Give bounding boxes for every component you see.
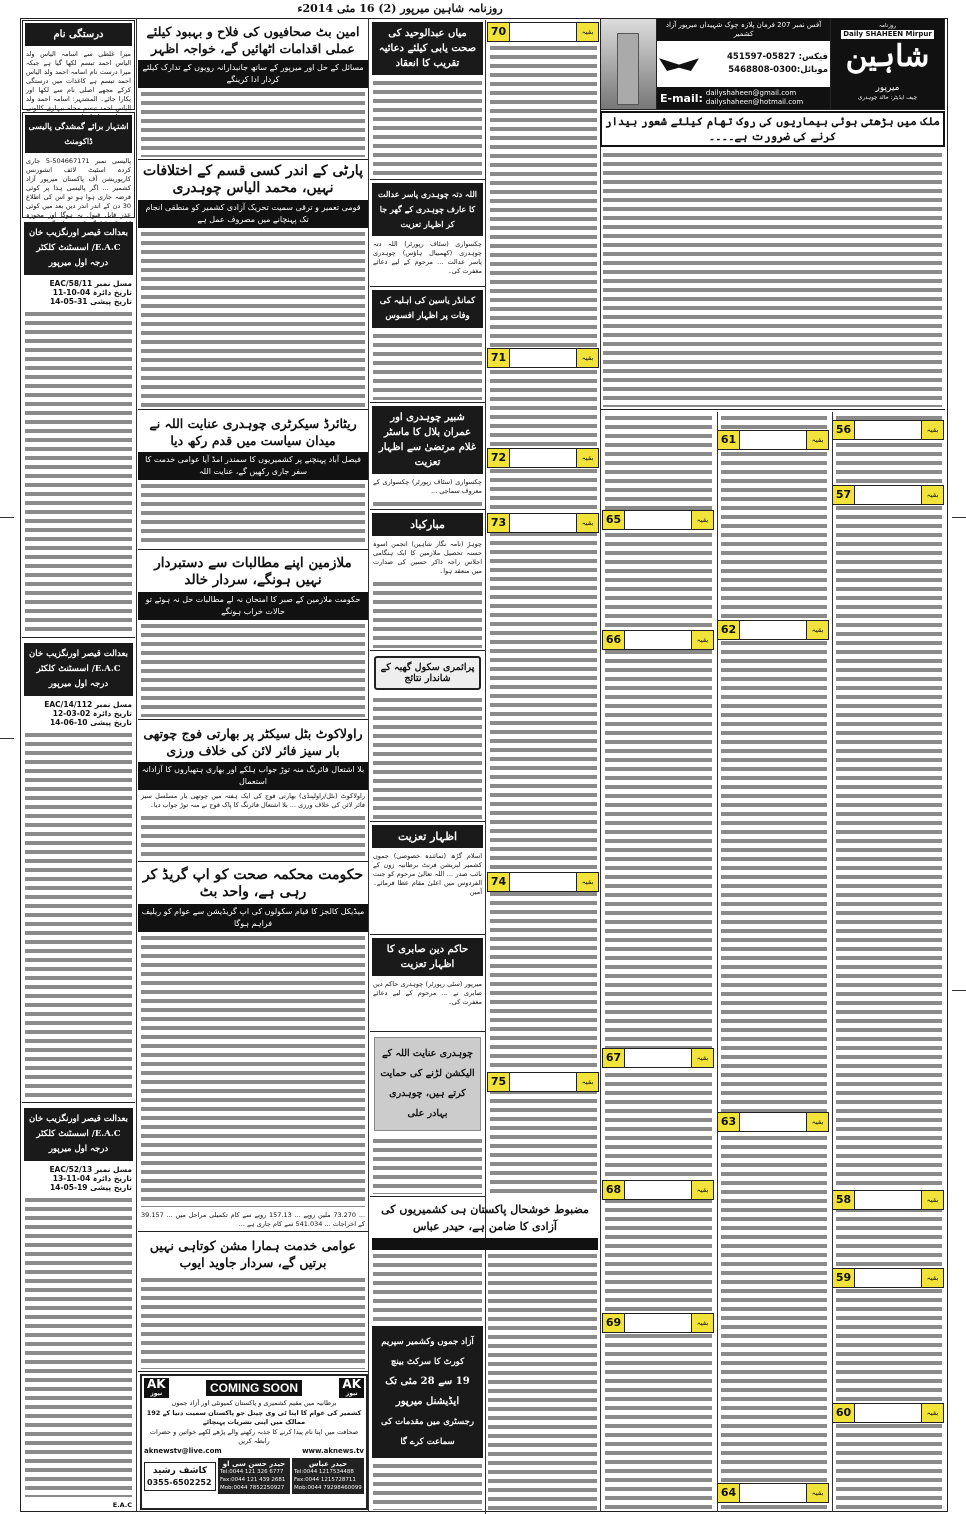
- story-body: [141, 482, 365, 547]
- continuation-number: 57: [833, 486, 855, 504]
- wide-story: [370, 1198, 600, 1512]
- continuation-number: 58: [833, 1191, 855, 1209]
- story-body: [488, 1252, 597, 1510]
- continuation-blank: [740, 1484, 806, 1502]
- coming-soon-banner: COMING SOON: [206, 1380, 302, 1396]
- continuation-number: 68: [603, 1181, 625, 1199]
- story-headline: ملازمین اپنے مطالبات سے دستبردار نہیں ہونگے، سردار خالد: [154, 555, 352, 588]
- continuation-blank: [510, 1073, 576, 1091]
- brief-headline: حاکم دین صابری کا اظہار تعزیت: [372, 938, 483, 976]
- continuation-box: [487, 348, 599, 368]
- continuation-blank: [625, 1049, 691, 1067]
- continuation-label: بقیہ: [576, 449, 598, 467]
- continuation-label: بقیہ: [576, 514, 598, 532]
- notice-text: [25, 310, 132, 635]
- brief-story: [370, 511, 485, 651]
- continuation-blank: [510, 349, 576, 367]
- fax-number: 05827-451597: [727, 52, 796, 62]
- hearing-date: تاریخ پیشی 31-05-14: [49, 297, 132, 306]
- continuation-number: 59: [833, 1269, 855, 1287]
- brief-body: چکسواری (سٹاف رپورٹر) اللہ دتہ چوہدری (کھمبیال ہاؤس) چوہدری پاسر عدالت ... مرحوم کے لیے دعائے مغفرت کی۔: [373, 240, 482, 275]
- masthead: [600, 18, 945, 110]
- continuation-number: 60: [833, 1404, 855, 1422]
- story-headline: ریٹائرڈ سیکرٹری چوہدری عنایت اللہ نے میدان سیاست میں قدم رکھ دیا: [149, 416, 357, 448]
- continuation-box: [717, 430, 829, 450]
- story-body: [141, 934, 365, 1207]
- fax-label: فیکس:: [798, 52, 828, 62]
- brief-body: [373, 696, 482, 819]
- continuation-label: بقیہ: [691, 1181, 713, 1199]
- mobile-label: موبائل:: [796, 65, 828, 75]
- brief-body: [373, 79, 482, 177]
- continuation-box: [832, 485, 944, 505]
- ad-line: صحافت میں اپنا نام پیدا کرنے کا جذبہ رکھنے والے پڑھے لکھے خواتین و حضرات رابطہ کریں: [149, 1428, 359, 1445]
- continuation-number: 73: [488, 514, 510, 532]
- logo-daily: روزنامہ: [878, 23, 897, 29]
- registration-mark: [952, 990, 966, 991]
- registration-mark: [0, 517, 14, 518]
- news-story: [138, 864, 368, 1232]
- continued-text: [721, 414, 827, 1510]
- story-subhead: حکومت ملازمین کے صبر کا امتحان نہ لے مطالبات حل نہ ہوئے تو حالات خراب ہونگے: [138, 592, 368, 620]
- brief-story: [370, 404, 485, 510]
- continuation-label: بقیہ: [691, 631, 713, 649]
- logo-city: میرپور: [875, 83, 900, 93]
- story-headline: راولاکوٹ بٹل سیکٹر پر بھارتی فوج چوتھی بار سیز فائر لائن کی خلاف ورزی: [143, 726, 363, 758]
- continuation-column: [717, 412, 830, 1512]
- filing-date: تاریخ دائرہ 02-03-12: [52, 709, 132, 718]
- newspaper-logo: [831, 19, 944, 109]
- continuation-label: بقیہ: [806, 1113, 828, 1131]
- ak-logo: AK نیوز: [339, 1378, 364, 1398]
- continuation-label: بقیہ: [921, 1269, 943, 1287]
- continuation-label: بقیہ: [921, 421, 943, 439]
- brief-body-continued: [373, 580, 482, 648]
- brief-story: [370, 20, 485, 180]
- continuation-label: بقیہ: [921, 1404, 943, 1422]
- brief-body: [373, 332, 482, 400]
- continuation-box: [602, 1180, 714, 1200]
- continuation-label: بقیہ: [806, 1484, 828, 1502]
- ad-line: برطانیہ میں مقیم کشمیری و پاکستان کمیونٹی اور آزاد جموں: [171, 1399, 337, 1407]
- notice-text: [25, 731, 132, 1100]
- editorial-article: [600, 149, 945, 410]
- brief-body: اسلام گڑھ (نمائندہ خصوصی) جموں کشمیر لبریشن فرنٹ برطانیہ زون کے نائب صدر ... اللہ تعالیٰ مرحوم کو جنت الفردوس میں اعلیٰ مقام عطا فرمائے۔ آمین: [373, 852, 482, 896]
- brief-headline: پرائمری سکول گھبہ کے شاندار نتائج: [374, 656, 481, 690]
- case-number: مسل نمبر EAC/52/13: [49, 1165, 132, 1174]
- court-notice: [22, 220, 135, 638]
- continuation-blank: [855, 1269, 921, 1287]
- story-subhead: مسائل کے حل اور میرپور کے ساتھ جانبدارانہ رویوں کے تدارک کیلئے کردار ادا کرینگے: [138, 60, 368, 88]
- continuation-number: 71: [488, 349, 510, 367]
- continuation-box: [487, 872, 599, 892]
- story-subhead: قومی تعمیر و ترقی سمیت تحریک آزادی کشمیر کو منطقی انجام تک پہنچانے میں مصروف عمل ہے: [138, 200, 368, 228]
- notice-title: بعدالت قیصر اورنگزیب خان E.A.C/ اسسٹنٹ کلکٹر درجہ اول میرپور: [24, 1108, 133, 1161]
- continuation-label: بقیہ: [576, 23, 598, 41]
- story-body: [141, 1276, 365, 1369]
- brief-body-continued: [373, 500, 482, 507]
- continuation-blank: [740, 431, 806, 449]
- continuation-blank: [625, 1314, 691, 1332]
- main-headline: ملک میں بڑھتی ہوئی بیماریوں کی روک تھام کیلئے شعور بیدار کرنے کی ضرورت ہے۔۔۔۔: [600, 111, 945, 147]
- continuation-column: [832, 412, 945, 1512]
- mobile-number: 0300-5468808: [728, 65, 797, 75]
- story-headline: پارٹی کے اندر کسی قسم کے اختلافات نہیں، محمد الیاس چوہدری: [143, 163, 363, 196]
- continuation-column: [602, 412, 715, 1512]
- lost-policy-notice: [22, 112, 135, 218]
- column-rule: [136, 18, 137, 1512]
- brief-body: چوہڑ (نامہ نگار شاہین) انجمن اسوہ حسنہ تحصیل ملازمین کا ایک ہنگامی اجلاس راجہ ذاکر حسین کی صدارت میں منعقد ہوا۔: [373, 540, 482, 575]
- ak-news-advertisement: [140, 1374, 368, 1510]
- story-body: [141, 230, 365, 407]
- continuation-blank: [855, 1404, 921, 1422]
- brief-story: [370, 936, 485, 1032]
- story-subhead: بلا اشتعال فائرنگ منہ توڑ جواب ہلکے اور بھاری ہتھیاروں کا آزادانہ استعمال: [138, 762, 368, 790]
- notice-body: پالیسی نمبر 504667171-5 جاری کردہ اسٹیٹ لائف انشورنس کارپوریشن آف پاکستان میرپور آزاد کشمیر ... اگر پالیسی ہذا پر کوئی قرضہ جاری ہوا ہو تو اس کی اطلاع 30 دن کے اندر اندر دیں بعد میں کوئی عذر قابل قبول نہ ہوگا اور مجوزہ: [26, 157, 131, 219]
- notice-title: اشتہار برائے گمشدگی پالیسی ڈاکومنٹ: [25, 115, 132, 153]
- continuation-number: 75: [488, 1073, 510, 1091]
- filing-date: تاریخ دائرہ 04-11-13: [52, 1174, 132, 1183]
- continuation-number: 65: [603, 511, 625, 529]
- continuation-number: 63: [718, 1113, 740, 1131]
- story-headline: حکومت محکمہ صحت کو اپ گریڈ کر رہی ہے، واحد بٹ: [142, 867, 364, 900]
- brief-headline: میاں عبدالوحید کی صحت یابی کیلئے دعائیہ تقریب کا انعقاد: [372, 22, 483, 75]
- brief-headline: اظہار تعزیت: [372, 825, 483, 848]
- court-notice: [22, 1106, 135, 1512]
- dateline: روزنامہ شاہین میرپور (2) 16 مئی 2014ء: [230, 1, 570, 17]
- story-subhead: میڈیکل کالجز کا قیام سکولوں کی اپ گریڈیشن سے عوام کو ریلیف فراہم ہوگا: [138, 904, 368, 932]
- story-headline: مضبوط خوشحال پاکستان ہی کشمیریوں کی آزادی کا ضامن ہے، حیدر عباس: [381, 1203, 589, 1233]
- story-body: [373, 1462, 482, 1510]
- continuation-label: بقیہ: [576, 1073, 598, 1091]
- continuation-label: بقیہ: [921, 486, 943, 504]
- article-body: [603, 151, 942, 407]
- story-body-continued: [141, 814, 365, 859]
- continued-text: [605, 414, 712, 1510]
- brief-headline: شبیر چوہدری اور عمران بلال کا ماسٹر غلام مرتضیٰ سے اظہار تعزیت: [372, 406, 483, 474]
- continuation-blank: [510, 449, 576, 467]
- continuation-box: [487, 513, 599, 533]
- hearing-date: تاریخ پیشی 19-05-14: [49, 1183, 132, 1192]
- continuation-box: [487, 1072, 599, 1092]
- city-monument-photo: [601, 19, 656, 109]
- email-label: E-mail:: [660, 91, 703, 105]
- story-headline: عوامی خدمت ہمارا مشن کوتاہی نہیں برتیں گے، سردار جاوید ایوب: [149, 1238, 357, 1270]
- brief-body: چکسواری (سٹاف رپورٹر) چکسواری کے معروف سماجی ...: [373, 478, 482, 495]
- continuation-number: 69: [603, 1314, 625, 1332]
- notice-footer: E.A.C: [112, 1501, 132, 1509]
- news-story: [138, 20, 368, 160]
- continuation-blank: [855, 421, 921, 439]
- story-body: [141, 90, 365, 157]
- ad-contact: حیدر حسن سی او Tel:0044 121 326 6777 Fax:0044 121 439 2681 Mob:0044 7852250927: [218, 1458, 290, 1494]
- email-link[interactable]: dailyshaheen@gmail.com: [705, 89, 797, 97]
- registration-mark: [0, 738, 14, 739]
- editor-credit: چیف ایڈیٹر: خالد چوہدری: [858, 95, 917, 101]
- continuation-label: بقیہ: [576, 873, 598, 891]
- supreme-court-box: آزاد جموں وکشمیر سپریم کورٹ کا سرکٹ بینچ 19 سے 28 مئی تک ایڈیشنل میرپور رجسٹری میں مقدمات کی سماعت کرے گا: [372, 1326, 483, 1458]
- eagle-logo-icon: [659, 49, 699, 79]
- brief-headline: مبارکباد: [372, 513, 483, 536]
- continuation-number: 70: [488, 23, 510, 41]
- continuation-blank: [625, 631, 691, 649]
- ad-contact: کاشف رشید 0355-6502252: [144, 1462, 216, 1491]
- continuation-number: 64: [718, 1484, 740, 1502]
- continuation-label: بقیہ: [921, 1191, 943, 1209]
- brief-story: [370, 823, 485, 935]
- logo-english: Daily SHAHEEN Mirpur: [843, 30, 932, 38]
- continuation-label: بقیہ: [691, 1049, 713, 1067]
- case-number: مسل نمبر EAC/14/112: [44, 700, 132, 709]
- brief-headline: اللہ دتہ چوہدری پاسر عدالت کا عارف چوہدری کے گھر جا کر اظہار تعزیت: [372, 183, 483, 236]
- email-block: [657, 87, 830, 109]
- brief-body: میرپور (سٹی رپورٹر) چوہدری حاکم دین صابری نے ... مرحوم کے لیے دعائے مغفرت کی۔: [373, 980, 482, 1006]
- continuation-blank: [740, 1113, 806, 1131]
- story-body-figures: ... 73.270 ملین روپے ... 157.13 روپے سے کام تکمیلی مراحل میں ... 39.157 کے اخراجات ... 541.034 سے کام جاری ہے ...: [141, 1211, 366, 1228]
- news-story: [138, 1234, 368, 1372]
- continuation-number: 67: [603, 1049, 625, 1067]
- continuation-box: [602, 630, 714, 650]
- continuation-box: [832, 1268, 944, 1288]
- news-story: [138, 412, 368, 550]
- continuation-box: [832, 1190, 944, 1210]
- brief-story: [370, 181, 485, 287]
- registration-mark: [952, 517, 966, 518]
- continuation-box: [602, 510, 714, 530]
- continuation-box: [602, 1048, 714, 1068]
- story-body: راولاکوٹ (بٹل/راولپنڈی) بھارتی فوج کی ایک ہفتہ میں چوتھی بار مسلسل سیز فائر لائن کی خلاف ورزی ... بلا اشتعال فائرنگ کا پاک فوج نے منہ توڑ جواب دیا۔: [141, 792, 365, 809]
- continued-text: [836, 414, 942, 1510]
- continuation-number: 61: [718, 431, 740, 449]
- continuation-box: [717, 1112, 829, 1132]
- continuation-blank: [855, 486, 921, 504]
- notice-title: درستگی نام: [25, 23, 132, 46]
- ak-logo: AK نیوز: [144, 1378, 169, 1398]
- continuation-box: [602, 1313, 714, 1333]
- news-story: [138, 722, 368, 862]
- brief-story: [370, 288, 485, 403]
- news-story: [138, 552, 368, 720]
- ad-line: کشمیر کی عوام کا اپنا ٹی وی چینل جو پاکستان سمیت دنیا کے 192 ممالک میں اپنی نشریات پہنچائے: [146, 1409, 362, 1426]
- notice-text: [25, 1196, 132, 1497]
- logo-title: شاہین: [845, 39, 930, 74]
- continuation-number: 62: [718, 621, 740, 639]
- office-address: آفس نمبر 207 فرمان پلازہ چوک شہیداں میرپور آزاد کشمیر: [657, 19, 830, 41]
- continuation-number: 72: [488, 449, 510, 467]
- continuation-blank: [510, 873, 576, 891]
- continuation-blank: [855, 1191, 921, 1209]
- ad-contact: حیدر عباس Tel:0044 1217534488 Fax:0044 1215728711 Mob:0044 79298460099: [292, 1458, 364, 1494]
- continued-text: [490, 44, 597, 1194]
- news-story: [138, 160, 368, 410]
- continuation-blank: [740, 621, 806, 639]
- story-subhead: فیصل آباد پہنچنے پر کشمیریوں کا سمندر امڈ آیا عوامی خدمت کا سفر جاری رکھیں گے، عنایت اللہ: [138, 452, 368, 480]
- notice-title: بعدالت قیصر اورنگزیب خان E.A.C/ اسسٹنٹ کلکٹر درجہ اول میرپور: [24, 222, 133, 275]
- continuation-box: [832, 420, 944, 440]
- continuation-box: [717, 1483, 829, 1503]
- brief-headline: کمانڈر یاسین کی اہلیہ کی وفات پر اظہار افسوس: [372, 290, 483, 328]
- filing-date: تاریخ دائرہ 04-10-11: [52, 288, 132, 297]
- continuation-box: [717, 620, 829, 640]
- brief-story: [370, 1033, 485, 1197]
- story-body: [373, 1252, 482, 1322]
- continuation-blank: [625, 511, 691, 529]
- continuation-number: 74: [488, 873, 510, 891]
- continuation-number: 66: [603, 631, 625, 649]
- continuation-number: 56: [833, 421, 855, 439]
- notice-title: بعدالت قیصر اورنگزیب خان E.A.C/ اسسٹنٹ کلکٹر درجہ اول میرپور: [24, 643, 133, 696]
- continuation-blank: [510, 23, 576, 41]
- correction-notice: [22, 20, 135, 110]
- column-rule: [368, 18, 369, 1512]
- continuation-label: بقیہ: [806, 431, 828, 449]
- continuation-label: بقیہ: [691, 1314, 713, 1332]
- hearing-date: تاریخ پیشی 10-06-14: [49, 718, 132, 727]
- brief-story: [370, 652, 485, 822]
- continuation-label: بقیہ: [576, 349, 598, 367]
- continuation-box: [487, 448, 599, 468]
- continuation-column: [487, 42, 600, 1196]
- case-number: مسل نمبر EAC/58/11: [49, 279, 132, 288]
- story-headline: امین بٹ صحافیوں کی فلاح و بہبود کیلئے عملی اقدامات اٹھائیں گے، خواجہ اظہر: [146, 24, 360, 56]
- brief-body: [373, 1137, 482, 1194]
- continuation-label: بقیہ: [691, 511, 713, 529]
- continuation-blank: [625, 1181, 691, 1199]
- contact-panel: [656, 19, 831, 109]
- ad-email[interactable]: aknewstv@live.com: [144, 1447, 222, 1455]
- story-body: [141, 622, 365, 717]
- continuation-label: بقیہ: [806, 621, 828, 639]
- continuation-box: [832, 1403, 944, 1423]
- ad-website[interactable]: www.aknews.tv: [302, 1447, 364, 1455]
- continuation-blank: [510, 514, 576, 532]
- continuation-box: [487, 22, 599, 42]
- story-subhead-bar: [372, 1238, 598, 1250]
- notice-body: میرا غلطی سے اسامہ الیاس ولد الیاس احمد تبسم لکھا گیا ہے جبکہ میرا درست نام اسامہ احمد ولد الیاس احمد تبسم ہے کاغذات میں درستگی کرکے مجھے اصلی نام سے لکھا اور پکارا جائے۔ المشتہر: اسامہ احمد ولد الیاس احمد تبسم محلہ بیہاری کالونی: [26, 50, 131, 112]
- email-link[interactable]: dailyshaheen@hotmail.com: [705, 98, 804, 106]
- brief-headline: چوہدری عنایت اللہ کے الیکشن لڑنے کی حمایت کرتے ہیں، چوہدری بہادر علی: [374, 1037, 481, 1131]
- court-notice: [22, 641, 135, 1103]
